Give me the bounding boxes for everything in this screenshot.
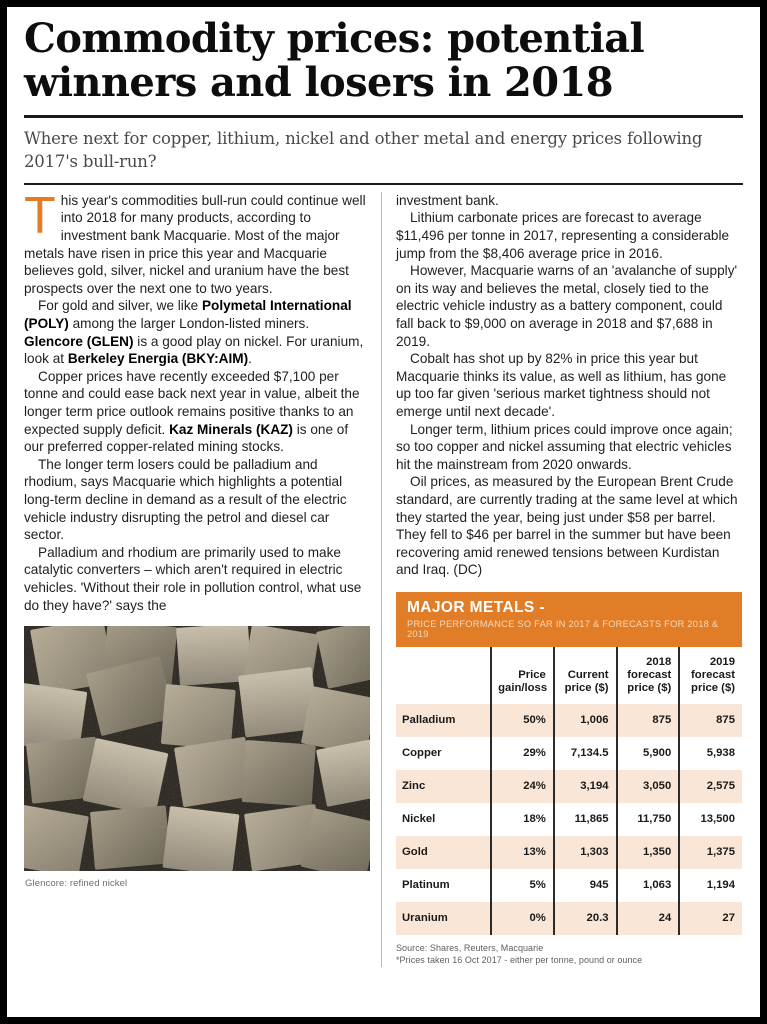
column-divider: [381, 192, 382, 967]
page-title: Commodity prices: potential winners and losers in 2018: [24, 15, 645, 106]
cell-2018: 1,063: [617, 869, 680, 902]
cell-gain: 24%: [491, 770, 554, 803]
table-body: [396, 704, 742, 935]
cell-2019: 27: [679, 902, 742, 935]
table-footnotes: [396, 935, 742, 967]
nickel-squares-illustration: [24, 626, 370, 871]
col-header-2019: 2019 forecast price ($): [691, 655, 735, 694]
cell-2019: 2,575: [679, 770, 742, 803]
cell-2018: 5,900: [617, 737, 680, 770]
cell-2019: 875: [679, 704, 742, 737]
cell-metal: Platinum: [396, 869, 491, 902]
standfirst-rule-bottom: [24, 183, 743, 185]
paragraph: Palladium and rhodium are primarily used to make catalytic converters – which aren't required in electric vehicles. 'Without their role in pollution control, what use do they have?' says the: [24, 544, 362, 613]
col-header-gain: Price gain/loss: [491, 647, 554, 704]
table-row: [396, 869, 742, 902]
cell-current: 945: [554, 869, 617, 902]
cell-current: 11,865: [554, 803, 617, 836]
table-row: [396, 902, 742, 935]
table-head: [396, 647, 742, 704]
cell-current: 7,134.5: [554, 737, 617, 770]
paragraph: This year's commodities bull-run could continue well into 2018 for many products, according to investment bank Macquarie. Most of the major metals have risen in price this year and Macquarie believes gold, silver, nickel and uranium have the best prospects over the next one to two years.: [24, 186, 366, 296]
table-header-row: [396, 647, 742, 704]
table-title: MAJOR METALS -: [407, 598, 545, 616]
standfirst: Where next for copper, lithium, nickel and other metal and energy prices following 2017's bull-run?: [24, 129, 703, 172]
paragraph: Lithium carbonate prices are forecast to average $11,496 per tonne in 2017, representing a considerable jump from the $8,406 average price in 2016.: [396, 210, 730, 261]
table-row: [396, 770, 742, 803]
price-note: *Prices taken 16 Oct 2017 - either per tonne, pound or ounce: [396, 955, 643, 966]
cell-2019: 1,194: [706, 879, 735, 892]
cell-current: 1,006: [554, 704, 617, 737]
cell-2019: 13,500: [700, 813, 735, 826]
table-row: [396, 803, 742, 836]
paragraph: Cobalt has shot up by 82% in price this year but Macquarie thinks its value, as well as lithium, has gone up too far given 'serious market tightness should not emerge until next decade'.: [396, 351, 727, 419]
cell-current: 20.3: [554, 902, 617, 935]
photo-caption: Glencore: refined nickel: [25, 878, 128, 890]
table-row: [396, 836, 742, 869]
col-header-2018: 2018 forecast price ($): [617, 647, 680, 704]
cell-metal: Uranium: [396, 902, 491, 935]
cell-metal: Copper: [396, 737, 491, 770]
cell-2018: 875: [617, 704, 680, 737]
table-row: [396, 737, 742, 770]
table-subtitle: PRICE PERFORMANCE SO FAR IN 2017 & FORECASTS FOR 2018 & 2019: [407, 619, 719, 640]
paragraph: investment bank.: [396, 192, 499, 208]
cell-gain: 50%: [491, 704, 554, 737]
cell-2018: 1,350: [617, 836, 680, 869]
cell-metal: Nickel: [396, 803, 491, 836]
source-note: Source: Shares, Reuters, Macquarie: [396, 942, 544, 953]
cell-gain: 0%: [491, 902, 554, 935]
table-header-banner: [396, 592, 742, 647]
paragraph: Copper prices have recently exceeded $7,100 per tonne and could ease back next year in value, albeit the longer term price outlook remains positive thanks to an expected supply deficit. Kaz Minerals (KAZ) is one of our preferred copper-related mining stocks.: [24, 368, 360, 455]
paragraph: For gold and silver, we like Polymetal International (POLY) among the larger London-listed miners. Glencore (GLEN) is a good play on nickel. For uranium, look at Berkeley Energia (BKY:AIM).: [24, 298, 364, 367]
page-inner: [14, 13, 753, 1019]
cell-2018: 11,750: [617, 803, 680, 836]
cell-gain: 13%: [491, 836, 554, 869]
nickel-cathode-photo: [24, 626, 370, 871]
body-columns: [22, 186, 745, 967]
paragraph: However, Macquarie warns of an 'avalanche of supply' on its way and believes the metal, closely tied to the electric vehicle industry as a battery component, could fall back to $9,000 on average in 2018 and $7,688 in 2019.: [396, 263, 738, 349]
paragraph: Oil prices, as measured by the European Brent Crude standard, are currently trading at the same level at which they started the year, being just under $58 per barrel. They fell to $46 per barrel in the summer but have been recovering amid renewed tensions between Kurdistan and Iraq. (DC): [396, 474, 738, 578]
cell-gain: 29%: [491, 737, 554, 770]
cell-current: 3,194: [554, 770, 617, 803]
right-column: [383, 192, 742, 967]
table-row: [396, 704, 742, 737]
cell-2019: 5,938: [706, 747, 735, 760]
left-column: [24, 186, 383, 967]
major-metals-table: [396, 647, 742, 935]
cell-metal: Palladium: [396, 704, 491, 737]
cell-current: 1,303: [554, 836, 617, 869]
col-header-current: Current price ($): [554, 647, 617, 704]
cell-metal: Zinc: [396, 770, 491, 803]
paragraph: Longer term, lithium prices could improve once again; so too copper and nickel assuming that electric vehicles hit the mainstream from 2020 onwards.: [396, 421, 733, 472]
cell-2018: 24: [617, 902, 680, 935]
cell-metal: Gold: [396, 836, 491, 869]
cell-gain: 18%: [491, 803, 554, 836]
photo-block: [24, 626, 370, 889]
cell-2019: 1,375: [679, 836, 742, 869]
paragraph: The longer term losers could be palladium and rhodium, says Macquarie which highlights a potential long-term decline in demand as a result of the electric vehicle industry disrupting the petrol and diesel car sector.: [24, 456, 347, 543]
cell-2018: 3,050: [617, 770, 680, 803]
col-header-metal: [396, 647, 491, 704]
cell-gain: 5%: [491, 869, 554, 902]
major-metals-table-block: [396, 592, 742, 967]
